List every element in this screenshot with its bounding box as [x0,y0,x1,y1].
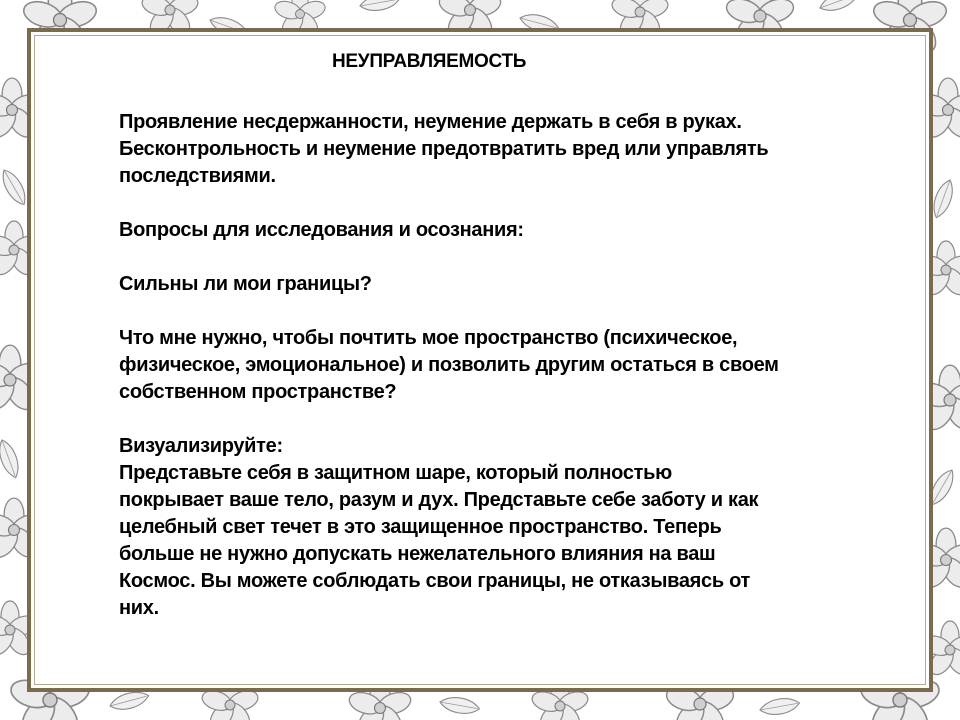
intro-line: последствиями. [119,165,276,187]
visualize-heading: Визуализируйте: [119,435,283,457]
intro-line: Бесконтрольность и неумение предотвратить вред или управлять [119,138,769,160]
question-1: Сильны ли мои границы? [119,273,372,295]
question-2-line: физическое, эмоциональное) и позволить другим остаться в своем [119,354,779,376]
visualize-line: них. [119,597,159,619]
intro-paragraph [119,109,889,190]
visualize-line: покрывает ваше тело, разум и дух. Представьте себе заботу и как [119,489,759,511]
visualize-line: Космос. Вы можете соблюдать свои границы, не отказываясь от [119,570,751,592]
questions-heading: Вопросы для исследования и осознания: [119,219,524,241]
visualize-paragraph [119,460,889,622]
question-2-line: собственном пространстве? [119,381,397,403]
visualize-line: целебный свет течет в это защищенное пространство. Теперь [119,516,722,538]
intro-line: Проявление несдержанности, неумение держать в себя в руках. [119,111,742,133]
question-2-line: Что мне нужно, чтобы почтить мое пространство (психическое, [119,327,738,349]
slide-title: НЕУПРАВЛЯЕМОСТЬ [332,51,527,72]
visualize-line: Представьте себя в защитном шаре, который полностью [119,462,672,484]
visualize-line: больше не нужно допускать нежелательного влияния на ваш [119,543,716,565]
slide-content [119,48,889,622]
question-2 [119,325,889,406]
